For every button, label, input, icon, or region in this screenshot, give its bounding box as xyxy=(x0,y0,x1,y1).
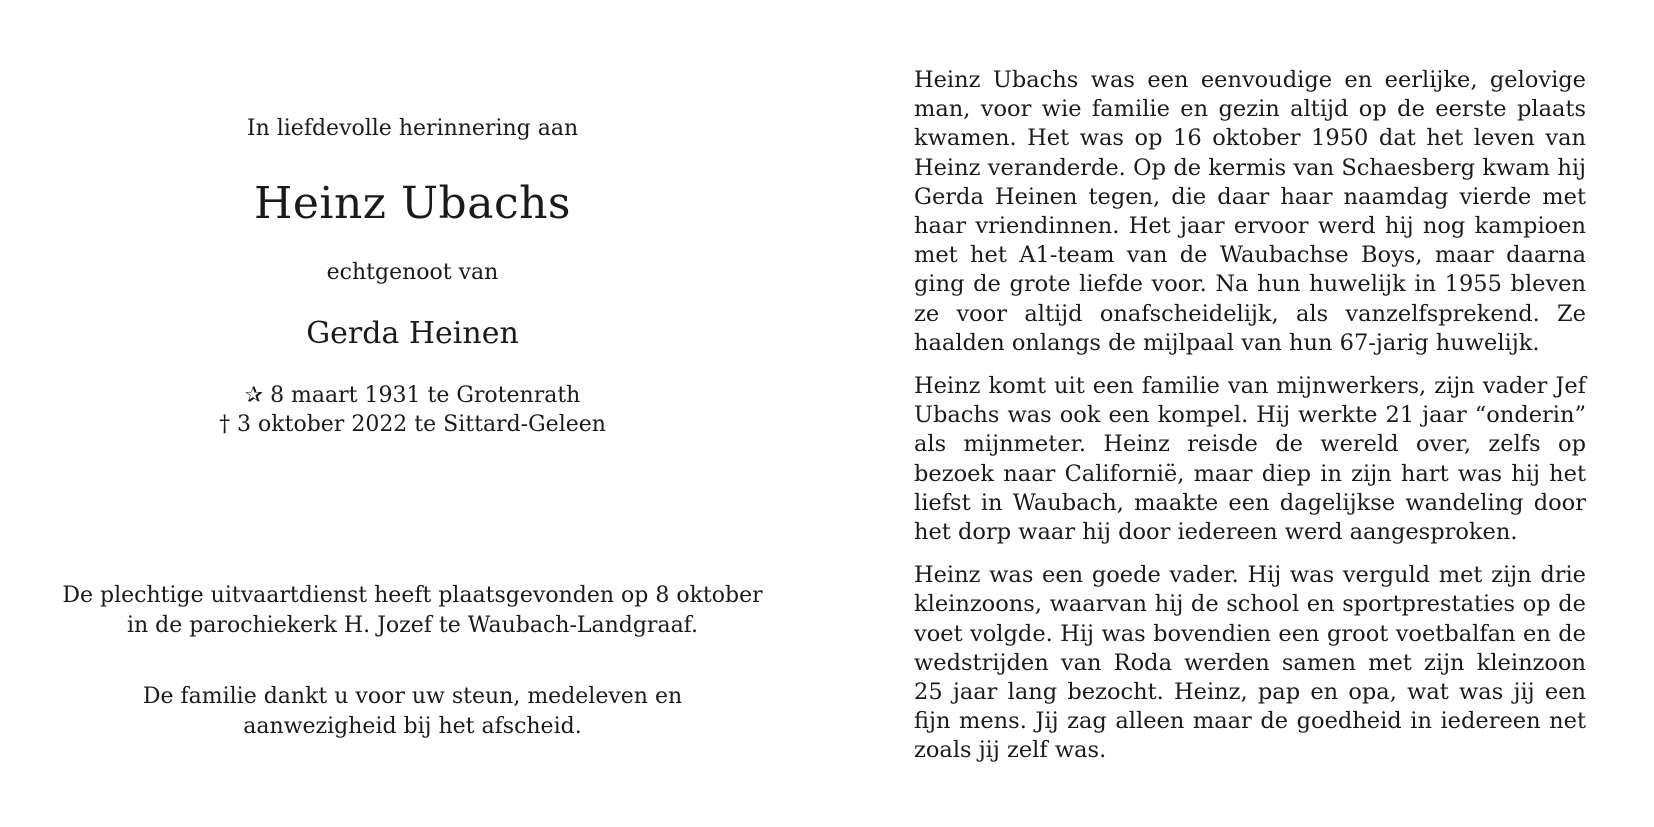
thanks-line: De familie dankt u voor uw steun, medeleven en xyxy=(142,684,683,709)
thanks-notice xyxy=(60,682,765,742)
funeral-notice xyxy=(60,581,765,641)
life-dates xyxy=(60,381,765,439)
memorial-front-panel xyxy=(60,0,765,827)
intro-text: In liefdevolle herinnering aan xyxy=(246,116,579,141)
funeral-line: De plechtige uitvaartdienst heeft plaatsgevonden op 8 oktober xyxy=(62,583,763,608)
birth-line: ✰ 8 maart 1931 te Grotenrath xyxy=(244,383,581,408)
biography-panel xyxy=(914,66,1586,780)
thanks-line: aanwezigheid bij het afscheid. xyxy=(243,714,582,739)
biography-paragraph: Heinz Ubachs was een eenvoudige en eerlijke, gelovige man, voor wie familie en gezin altijd op de eerste plaats kwamen. Het was op 16 oktober 1950 dat het leven van Heinz veranderde. Op de kermis van Schaesberg kwam hij Gerda Heinen tegen, die daar haar naamdag vierde met haar vriendinnen. Het jaar ervoor werd hij nog kampioen met het A1-team van de Waubachse Boys, maar daarna ging de grote liefde voor. Na hun huwelijk in 1955 bleven ze voor altijd onafscheidelijk, als vanzelfsprekend. Ze haalden onlangs de mijlpaal van hun 67-jarig huwelijk. xyxy=(914,67,1586,356)
death-line: † 3 oktober 2022 te Sittard-Geleen xyxy=(219,412,606,437)
biography-paragraph: Heinz was een goede vader. Hij was verguld met zijn drie kleinzoons, waarvan hij de school en sportprestaties op de voet volgde. Hij was bovendien een groot voetbalfan en de wedstrijden van Roda werden samen met zijn kleinzoon 25 jaar lang bezocht. Heinz, pap en opa, wat was jij een fijn mens. Jij zag alleen maar de goedheid in iedereen net zoals jij zelf was. xyxy=(914,562,1586,764)
biography-paragraph: Heinz komt uit een familie van mijnwerkers, zijn vader Jef Ubachs was ook een kompel. Hij werkte 21 jaar “onderin” als mijnmeter. Heinz reisde de wereld over, zelfs op bezoek naar Californië, maar diep in zijn hart was hij het liefst in Waubach, maakte een dagelijkse wandeling door het dorp waar hij door iedereen werd aangesproken. xyxy=(914,373,1586,546)
deceased-name: Heinz Ubachs xyxy=(253,178,572,229)
spouse-name: Gerda Heinen xyxy=(306,316,519,351)
funeral-line: in de parochiekerk H. Jozef te Waubach-Landgraaf. xyxy=(126,613,699,638)
spouse-label: echtgenoot van xyxy=(326,260,499,285)
